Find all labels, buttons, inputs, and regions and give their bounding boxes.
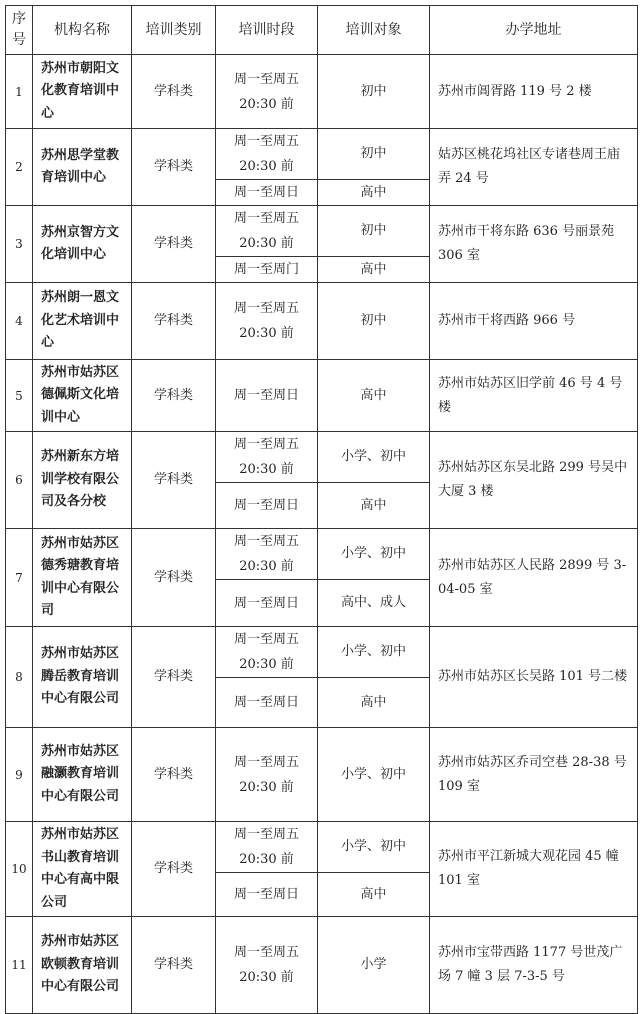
cell-institution-name: 苏州市姑苏区德秀瑭教育培训中心有限公司 [33,529,132,627]
table-row [6,55,638,129]
cell-time: 周一至周日 [216,873,318,917]
cell-time: 周一至周五 20:30 前 [216,728,318,822]
cell-category: 学科类 [132,206,216,283]
cell-target: 小学、初中 [318,627,430,678]
cell-target: 小学、初中 [318,432,430,483]
institution-table [5,5,638,1014]
cell-category: 学科类 [132,129,216,206]
cell-target: 小学、初中 [318,728,430,822]
cell-seq: 11 [6,917,33,1014]
cell-category: 学科类 [132,432,216,529]
header-time: 培训时段 [216,6,318,55]
cell-institution-name: 苏州市姑苏区欧顿教育培训中心有限公司 [33,917,132,1014]
cell-address: 苏州市平江新城大观花园 45 幢 101 室 [430,822,638,917]
header-category: 培训类别 [132,6,216,55]
cell-institution-name: 苏州市姑苏区腾岳教育培训中心有限公司 [33,627,132,728]
header-address: 办学地址 [430,6,638,55]
cell-target: 小学、初中 [318,529,430,580]
header-row [6,6,638,55]
cell-seq: 5 [6,360,33,432]
cell-seq: 7 [6,529,33,627]
cell-time: 周一至周日 [216,483,318,529]
cell-target: 高中 [318,873,430,917]
cell-address: 苏州市宝带西路 1177 号世茂广场 7 幢 3 层 7-3-5 号 [430,917,638,1014]
table-row [6,728,638,822]
cell-seq: 8 [6,627,33,728]
cell-address: 苏州市阊胥路 119 号 2 楼 [430,55,638,129]
cell-seq: 1 [6,55,33,129]
header-target: 培训对象 [318,6,430,55]
cell-address: 苏州市干将西路 966 号 [430,283,638,360]
cell-time: 周一至周五 20:30 前 [216,55,318,129]
cell-time: 周一至周五 20:30 前 [216,627,318,678]
cell-time: 周一至周日 [216,580,318,627]
cell-seq: 9 [6,728,33,822]
table-row [6,360,638,432]
cell-address: 姑苏区桃花坞社区专诸巷周王庙弄 24 号 [430,129,638,206]
cell-time: 周一至周五 20:30 前 [216,283,318,360]
header-seq: 序 号 [6,6,33,55]
cell-target: 小学、初中 [318,822,430,873]
cell-target: 高中 [318,257,430,283]
cell-target: 初中 [318,206,430,257]
cell-time: 周一至周五 20:30 前 [216,917,318,1014]
cell-category: 学科类 [132,360,216,432]
table-row [6,529,638,580]
cell-address: 苏州市姑苏区乔司空巷 28-38 号 109 室 [430,728,638,822]
cell-category: 学科类 [132,55,216,129]
cell-category: 学科类 [132,529,216,627]
cell-institution-name: 苏州朗一恩文化艺术培训中心 [33,283,132,360]
cell-institution-name: 苏州思学堂教育培训中心 [33,129,132,206]
cell-time: 周一至周五 20:30 前 [216,129,318,180]
cell-category: 学科类 [132,917,216,1014]
cell-target: 小学 [318,917,430,1014]
cell-time: 周一至周五 20:30 前 [216,206,318,257]
cell-target: 高中 [318,483,430,529]
cell-time: 周一至周五 20:30 前 [216,822,318,873]
cell-institution-name: 苏州京智方文化培训中心 [33,206,132,283]
cell-institution-name: 苏州市姑苏区融灏教育培训中心有限公司 [33,728,132,822]
cell-target: 高中 [318,678,430,728]
cell-target: 初中 [318,283,430,360]
cell-institution-name: 苏州新东方培训学校有限公司及各分校 [33,432,132,529]
cell-address: 苏州市姑苏区旧学前 46 号 4 号楼 [430,360,638,432]
cell-institution-name: 苏州市姑苏区书山教育培训中心有高中限公司 [33,822,132,917]
cell-institution-name: 苏州市姑苏区德佩斯文化培训中心 [33,360,132,432]
cell-seq: 6 [6,432,33,529]
cell-seq: 3 [6,206,33,283]
table-body [6,55,638,1014]
cell-address: 苏州市姑苏区长吴路 101 号二楼 [430,627,638,728]
table-row [6,432,638,483]
cell-time: 周一至周五 20:30 前 [216,432,318,483]
cell-time: 周一至周日 [216,180,318,206]
cell-address: 苏州市姑苏区人民路 2899 号 3-04-05 室 [430,529,638,627]
cell-category: 学科类 [132,627,216,728]
cell-target: 高中 [318,180,430,206]
cell-institution-name: 苏州市朝阳文化教育培训中心 [33,55,132,129]
cell-category: 学科类 [132,728,216,822]
table-row [6,627,638,678]
table-row [6,822,638,873]
cell-target: 初中 [318,129,430,180]
cell-target: 高中 [318,360,430,432]
cell-seq: 4 [6,283,33,360]
cell-time: 周一至周日 [216,678,318,728]
table-row [6,283,638,360]
cell-seq: 2 [6,129,33,206]
table-row [6,917,638,1014]
header-name: 机构名称 [33,6,132,55]
table-row [6,206,638,257]
cell-target: 初中 [318,55,430,129]
cell-target: 高中、成人 [318,580,430,627]
cell-time: 周一至周五 20:30 前 [216,529,318,580]
cell-seq: 10 [6,822,33,917]
cell-time: 周一至周门 [216,257,318,283]
cell-time: 周一至周日 [216,360,318,432]
cell-category: 学科类 [132,283,216,360]
cell-category: 学科类 [132,822,216,917]
table-row [6,129,638,180]
cell-address: 苏州市干将东路 636 号丽景苑 306 室 [430,206,638,283]
cell-address: 苏州姑苏区东吴北路 299 号吴中大厦 3 楼 [430,432,638,529]
